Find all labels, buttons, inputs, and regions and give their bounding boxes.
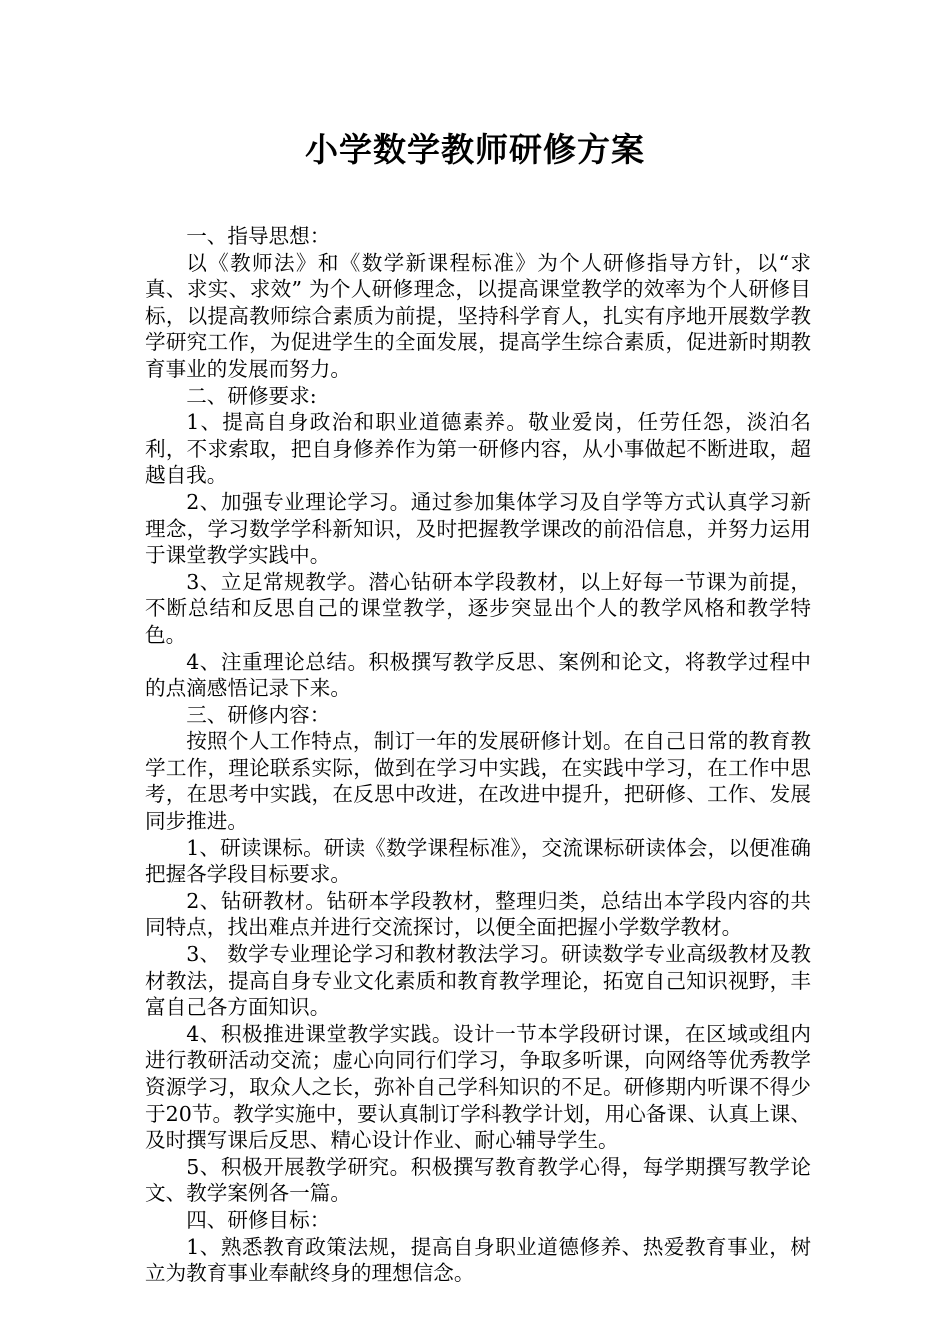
section-heading-goals: 四、研修目标： [186,1207,331,1232]
document-body [145,223,811,1287]
requirement-item-1: 1、提高自身政治和职业道德素养。敬业爱岗，任劳任怨，淡泊名利，不求索取，把自身修养作为第一研修内容，从小事做起不断进取，超越自我。 [145,410,811,488]
requirement-item-4: 4、注重理论总结。积极撰写教学反思、案例和论文，将教学过程中的点滴感悟记录下来。 [145,649,811,701]
section-heading-requirements: 二、研修要求: [186,383,317,408]
content-item-4: 4、积极推进课堂教学实践。设计一节本学段研讨课，在区域或组内进行教研活动交流；虚心向同行们学习，争取多听课，向网络等优秀教学资源学习，取众人之长，弥补自己学科知识的不足。研修期内听课不得少于20节。教学实施中，要认真制订学科教学计划，用心备课、认真上课、及时撰写课后反思、精心设计作业、耐心辅导学生。 [145,1021,811,1153]
requirement-item-3: 3、立足常规教学。潜心钻研本学段教材，以上好每一节课为前提，不断总结和反思自己的课堂教学，逐步突显出个人的教学风格和教学特色。 [145,569,811,647]
content-item-5: 5、积极开展教学研究。积极撰写教育教学心得，每学期撰写教学论文、教学案例各一篇。 [145,1154,811,1206]
content-item-3: 3、 数学专业理论学习和教材教法学习。研读数学专业高级教材及教材教法，提高自身专业文化素质和教育教学理论，拓宽自己知识视野，丰富自己各方面知识。 [145,942,811,1020]
goal-item-1: 1、熟悉教育政策法规，提高自身职业道德修养、热爱教育事业，树立为教育事业奉献终身的理想信念。 [145,1234,811,1286]
requirement-item-2: 2、加强专业理论学习。通过参加集体学习及自学等方式认真学习新理念，学习数学学科新知识，及时把握教学课改的前沿信息，并努力运用于课堂教学实践中。 [145,489,811,568]
paragraph-content-intro: 按照个人工作特点，制订一年的发展研修计划。在自己日常的教育教学工作，理论联系实际，做到在学习中实践，在实践中学习，在工作中思考，在思考中实践，在反思中改进，在改进中提升，把研修、工作、发展同步推进。 [145,729,811,834]
document-title: 小学数学教师研修方案 [305,130,645,169]
section-heading-content: 三、研修内容： [186,702,331,727]
paragraph-guiding-ideology: 以《教师法》和《数学新课程标准》为个人研修指导方针，以“求真、求实、求效” 为个人研修理念，以提高课堂教学的效率为个人研修目标，以提高教师综合素质为前提，坚持科学育人，扎实有序地开展数学教学研究工作，为促进学生的全面发展，提高学生综合素质，促进新时期教育事业的发展而努力。 [145,250,811,381]
content-item-1: 1、研读课标。研读《数学课程标准》，交流课标研读体会，以便准确把握各学段目标要求。 [145,835,811,887]
section-heading-guiding-ideology: 一、指导思想： [186,224,331,248]
content-item-2: 2、钻研教材。钻研本学段教材，整理归类，总结出本学段内容的共同特点，找出难点并进行交流探讨，以便全面把握小学数学教材。 [145,888,811,940]
